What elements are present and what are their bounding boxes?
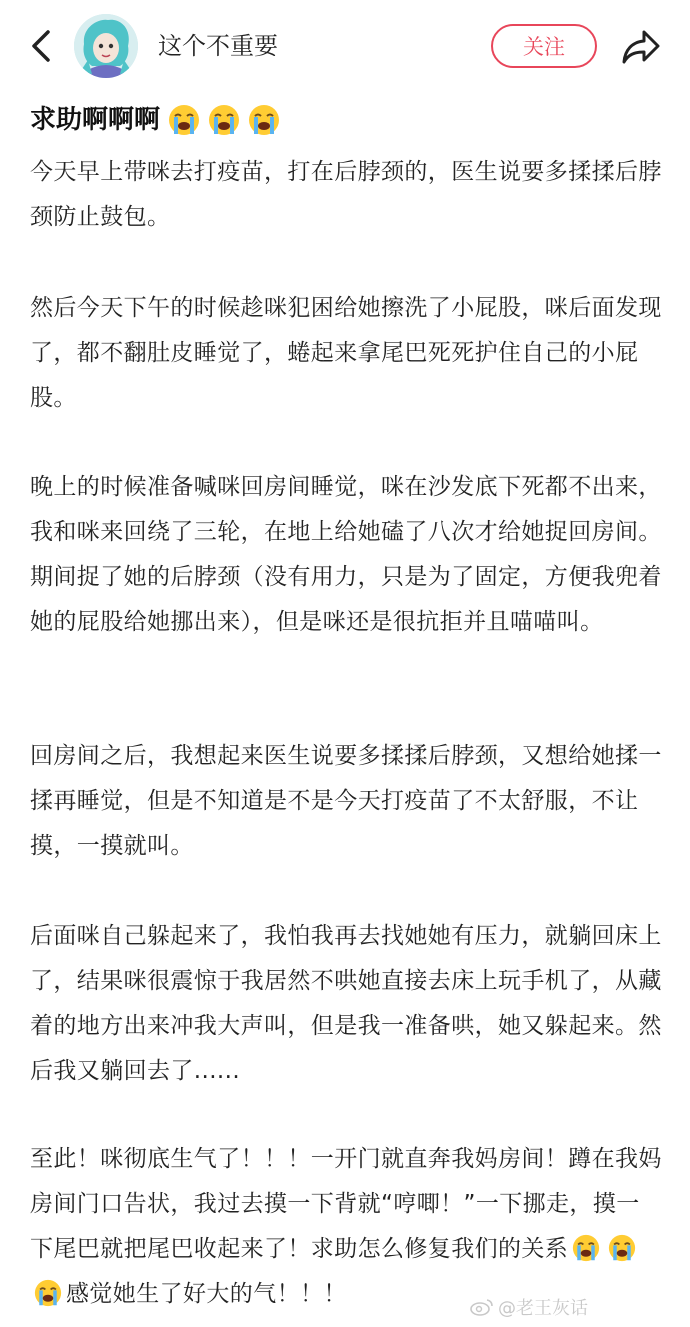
weibo-logo-icon (470, 1297, 494, 1317)
post-title-text: 求助啊啊啊 (30, 105, 161, 135)
post-paragraph-2: 然后今天下午的时候趁咪犯困给她擦洗了小屁股，咪后面发现了，都不翻肚皮睡觉了，蜷起来拿尾巴死死护住自己的小屁股。 (30, 295, 662, 411)
post-paragraph-4: 回房间之后，我想起来医生说要多揉揉后脖颈，又想给她揉一揉再睡觉，但是不知道是不是今天打疫苗了不太舒服，不让摸，一摸就叫。 (30, 743, 662, 859)
post-paragraph-5: 后面咪自己躲起来了，我怕我再去找她她有压力，就躺回床上了，结果咪很震惊于我居然不哄她直接去床上玩手机了，从藏着的地方出来冲我大声叫，但是我一准备哄，她又躲起来。然后我又躺回去了...... (30, 923, 662, 1084)
avatar[interactable] (74, 14, 138, 78)
loudly-crying-face-icon (34, 1279, 62, 1307)
post-paragraph-3: 晚上的时候准备喊咪回房间睡觉，咪在沙发底下死都不出来，我和咪来回绕了三轮，在地上给她磕了八次才给她捉回房间。期间捉了她的后脖颈（没有用力，只是为了固定，方便我兜着她的屁股给她挪出来），但是咪还是很抗拒并且喵喵叫。 (30, 474, 662, 635)
follow-button[interactable]: 关注 (491, 24, 597, 68)
post-paragraph-6-text: 至此！咪彻底生气了！！！一开门就直奔我妈房间！蹲在我妈房间门口告状，我过去摸一下背就“哼唧！”一下挪走，摸一下尾巴就把尾巴收起来了！求助怎么修复我们的关系 (30, 1146, 662, 1262)
loudly-crying-face-icon (572, 1234, 600, 1262)
loudly-crying-face-icon (168, 104, 200, 136)
post-paragraph-1: 今天早上带咪去打疫苗，打在后脖颈的，医生说要多揉揉后脖颈防止鼓包。 (30, 159, 662, 230)
post-paragraph-6-ending: 感觉她生了好大的气！！！ (66, 1281, 347, 1307)
loudly-crying-face-icon (608, 1234, 636, 1262)
share-icon[interactable] (620, 28, 662, 66)
back-arrow-icon[interactable] (26, 28, 58, 64)
username[interactable]: 这个不重要 (158, 32, 278, 60)
watermark-text: @老王灰话 (498, 1298, 588, 1319)
weibo-watermark (470, 1294, 588, 1320)
loudly-crying-face-icon (248, 104, 280, 136)
top-bar (0, 0, 690, 92)
post-title (30, 100, 280, 140)
loudly-crying-face-icon (208, 104, 240, 136)
post-paragraph-6 (30, 1137, 662, 1317)
